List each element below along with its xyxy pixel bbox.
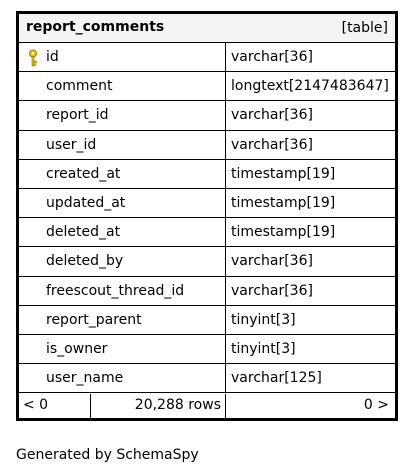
table-row[interactable]	[19, 101, 395, 130]
column-type: timestamp[19]	[231, 224, 336, 241]
column-type: varchar[36]	[231, 136, 313, 153]
column-name: id	[46, 49, 59, 65]
column-type-cell	[226, 364, 395, 392]
column-name-cell	[19, 364, 226, 392]
column-type-cell	[226, 72, 395, 100]
table-row[interactable]	[19, 160, 395, 189]
table-row[interactable]	[19, 277, 395, 306]
column-type-cell	[226, 131, 395, 159]
column-type-cell	[226, 218, 395, 246]
column-name-cell	[19, 43, 226, 71]
column-type: varchar[36]	[231, 107, 313, 124]
column-name-cell	[19, 247, 226, 275]
column-name: user_name	[46, 370, 124, 387]
column-name: report_parent	[46, 311, 142, 328]
column-type-cell	[226, 43, 395, 71]
row-count-cell	[91, 394, 226, 418]
table-row[interactable]	[19, 43, 395, 72]
table-header	[19, 14, 395, 43]
parents-cell[interactable]	[19, 394, 91, 418]
column-list	[19, 43, 395, 393]
table-row[interactable]	[19, 72, 395, 101]
column-type: timestamp[19]	[231, 194, 336, 211]
column-type-cell	[226, 160, 395, 188]
column-name-cell	[19, 72, 226, 100]
table-row[interactable]	[19, 335, 395, 364]
column-name: updated_at	[46, 194, 126, 211]
key-icon	[27, 49, 39, 67]
column-name-cell	[19, 277, 226, 305]
column-type: longtext[2147483647]	[231, 78, 389, 95]
column-name-cell	[19, 160, 226, 188]
column-type-cell	[226, 101, 395, 129]
column-type: tinyint[3]	[231, 311, 296, 328]
column-name-cell	[19, 218, 226, 246]
column-type: varchar[36]	[231, 49, 313, 65]
column-type: varchar[36]	[231, 253, 313, 270]
column-name: deleted_at	[46, 224, 121, 241]
column-name-cell	[19, 189, 226, 217]
column-name: freescout_thread_id	[46, 282, 185, 299]
parents-count: < 0	[23, 397, 49, 413]
table-type-label: [table]	[341, 20, 388, 36]
table-row[interactable]	[19, 218, 395, 247]
column-name: comment	[46, 78, 113, 95]
column-type-cell	[226, 335, 395, 363]
column-type: timestamp[19]	[231, 165, 336, 182]
column-type-cell	[226, 277, 395, 305]
column-name-cell	[19, 335, 226, 363]
children-count: 0 >	[363, 397, 389, 413]
children-cell[interactable]	[226, 394, 395, 418]
table-name[interactable]: report_comments	[26, 19, 165, 35]
column-name: is_owner	[46, 340, 108, 357]
column-name: report_id	[46, 107, 109, 124]
column-type: varchar[36]	[231, 282, 313, 299]
table-row[interactable]	[19, 131, 395, 160]
table-footer	[19, 394, 395, 418]
table-row[interactable]	[19, 189, 395, 218]
table-row[interactable]	[19, 364, 395, 393]
column-name: deleted_by	[46, 253, 124, 270]
column-name-cell	[19, 131, 226, 159]
column-type-cell	[226, 247, 395, 275]
table-row[interactable]	[19, 247, 395, 276]
table-row[interactable]	[19, 306, 395, 335]
generated-by-text: Generated by SchemaSpy	[16, 447, 199, 463]
schema-table	[16, 11, 398, 421]
row-count: 20,288 rows	[134, 397, 221, 413]
column-type-cell	[226, 306, 395, 334]
column-name: created_at	[46, 165, 121, 182]
column-name-cell	[19, 101, 226, 129]
column-name: user_id	[46, 136, 97, 153]
column-name-cell	[19, 306, 226, 334]
column-type: tinyint[3]	[231, 340, 296, 357]
column-type: varchar[125]	[231, 370, 322, 387]
column-type-cell	[226, 189, 395, 217]
